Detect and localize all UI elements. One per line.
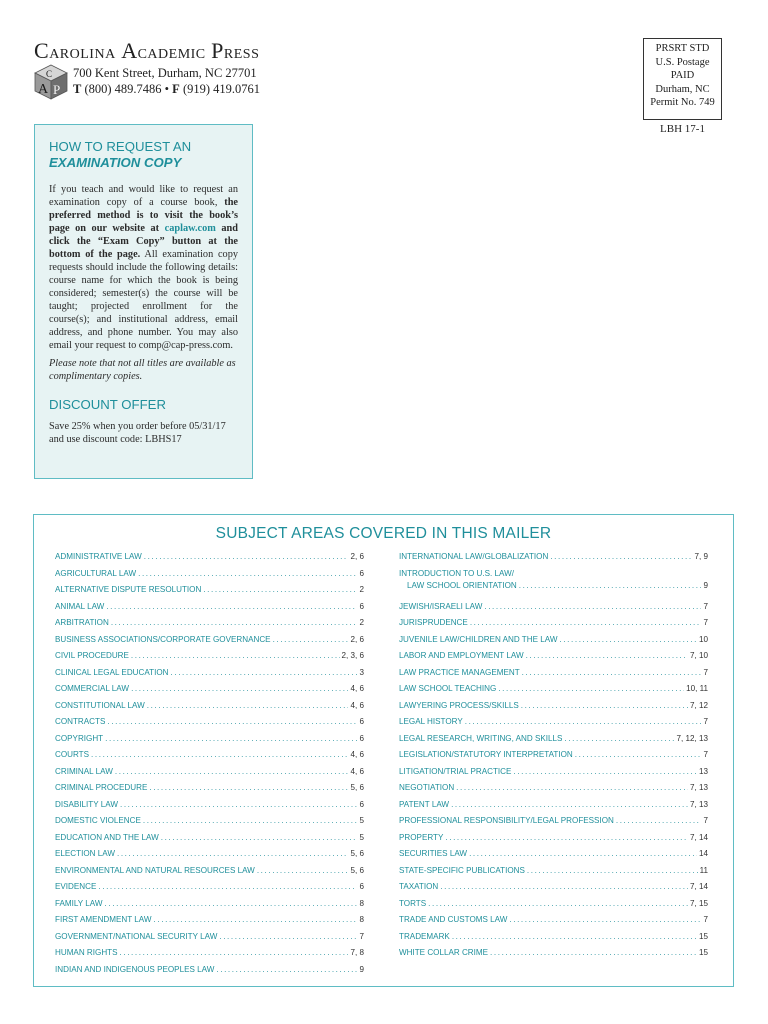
subject-row: TRADE AND CUSTOMS LAW ..... 7 — [399, 915, 708, 932]
cap-logo-icon — [34, 64, 68, 100]
subject-row: NEGOTIATION ..... 7, 13 — [399, 783, 708, 800]
publisher-phone-fax: T (800) 489.7486 • F (919) 419.0761 — [73, 81, 261, 96]
postage-indicia: PRSRT STD U.S. Postage PAID Durham, NC Permit No. 749 — [643, 38, 722, 120]
subject-row: ADMINISTRATIVE LAW ..... 2, 6 — [55, 552, 364, 569]
subject-row: WHITE COLLAR CRIME ..... 15 — [399, 948, 708, 965]
discount-body: Save 25% when you order before 05/31/17 and use discount code: LBHS17 — [49, 421, 226, 445]
subject-row: PATENT LAW ..... 7, 13 — [399, 800, 708, 817]
subject-row: DOMESTIC VIOLENCE ..... 5 — [55, 816, 364, 833]
subject-row: CONTRACTS ..... 6 — [55, 717, 364, 734]
exam-heading-line1: HOW TO REQUEST AN — [49, 139, 192, 154]
subject-row: LAW SCHOOL TEACHING ..... 10, 11 — [399, 684, 708, 701]
subject-row: ANIMAL LAW ..... 6 — [55, 602, 364, 619]
subject-row: JURISPRUDENCE ..... 7 — [399, 618, 708, 635]
subject-row: LABOR AND EMPLOYMENT LAW ..... 7, 10 — [399, 651, 708, 668]
subject-areas-box — [33, 514, 734, 987]
svg-text:C: C — [46, 69, 53, 79]
subject-row: FIRST AMENDMENT LAW ..... 8 — [55, 915, 364, 932]
caplaw-link[interactable]: caplaw.com — [164, 223, 216, 234]
subject-row: DISABILITY LAW ..... 6 — [55, 800, 364, 817]
subject-row: TAXATION ..... 7, 14 — [399, 882, 708, 899]
subject-row: JEWISH/ISRAELI LAW ..... 7 — [399, 602, 708, 619]
subject-row: GOVERNMENT/NATIONAL SECURITY LAW ..... 7 — [55, 932, 364, 949]
subject-row: ARBITRATION ..... 2 — [55, 618, 364, 635]
subject-row: HUMAN RIGHTS ..... 7, 8 — [55, 948, 364, 965]
exam-heading-line2: EXAMINATION COPY — [49, 155, 182, 170]
subject-row: ENVIRONMENTAL AND NATURAL RESOURCES LAW ..... 5, 6 — [55, 866, 364, 883]
subject-row: INTERNATIONAL LAW/GLOBALIZATION ..... 7, 9 — [399, 552, 708, 569]
subject-column-right — [399, 552, 708, 965]
mailer-code: LBH 17-1 — [660, 123, 705, 135]
subject-row: LAWYERING PROCESS/SKILLS ..... 7, 12 — [399, 701, 708, 718]
exam-instructions: If you teach and would like to request an examination copy of a course book, the preferred method is to visit the book’s page on our website at caplaw.com and click the “Exam Copy” button at the bottom of the page. All examination copy requests should include the following details: course name for which the book is being considered; semester(s) the course will be taught; projected enrollment for the course(s); and institutional address, email address, and phone number. You may also email your request to comp@cap-press.com. — [49, 184, 238, 351]
subject-row: TORTS ..... 7, 15 — [399, 899, 708, 916]
subject-row: ELECTION LAW ..... 5, 6 — [55, 849, 364, 866]
svg-text:P: P — [53, 82, 61, 97]
subject-row: COMMERCIAL LAW ..... 4, 6 — [55, 684, 364, 701]
subject-row: LITIGATION/TRIAL PRACTICE ..... 13 — [399, 767, 708, 784]
subject-row: LEGISLATION/STATUTORY INTERPRETATION ..... 7 — [399, 750, 708, 767]
exam-note: Please note that not all titles are available as complimentary copies. — [49, 358, 236, 382]
subject-row: LEGAL HISTORY ..... 7 — [399, 717, 708, 734]
subject-row: SECURITIES LAW ..... 14 — [399, 849, 708, 866]
subject-areas-title: SUBJECT AREAS COVERED IN THIS MAILER — [215, 525, 552, 542]
subject-row: LAW PRACTICE MANAGEMENT ..... 7 — [399, 668, 708, 685]
subject-row: INDIAN AND INDIGENOUS PEOPLES LAW ..... 9 — [55, 965, 364, 982]
subject-row: CRIMINAL PROCEDURE ..... 5, 6 — [55, 783, 364, 800]
publisher-address-block — [34, 64, 274, 104]
subject-row: CIVIL PROCEDURE ..... 2, 3, 6 — [55, 651, 364, 668]
subject-row: CONSTITUTIONAL LAW ..... 4, 6 — [55, 701, 364, 718]
svg-text:A: A — [38, 82, 49, 97]
subject-row: BUSINESS ASSOCIATIONS/CORPORATE GOVERNANCE ..... 2, 6 — [55, 635, 364, 652]
subject-row: FAMILY LAW ..... 8 — [55, 899, 364, 916]
publisher-name: Carolina Academic Press — [34, 38, 260, 63]
subject-row: ALTERNATIVE DISPUTE RESOLUTION ..... 2 — [55, 585, 364, 602]
subject-row: JUVENILE LAW/CHILDREN AND THE LAW ..... 10 — [399, 635, 708, 652]
subject-row: COPYRIGHT ..... 6 — [55, 734, 364, 751]
subject-row: EDUCATION AND THE LAW ..... 5 — [55, 833, 364, 850]
subject-row: LEGAL RESEARCH, WRITING, AND SKILLS ..... 7, 12, 13 — [399, 734, 708, 751]
subject-row: COURTS ..... 4, 6 — [55, 750, 364, 767]
subject-row: TRADEMARK ..... 15 — [399, 932, 708, 949]
subject-row: PROPERTY ..... 7, 14 — [399, 833, 708, 850]
subject-row: CRIMINAL LAW ..... 4, 6 — [55, 767, 364, 784]
exam-copy-box — [34, 124, 253, 479]
discount-heading: DISCOUNT OFFER — [49, 397, 166, 412]
subject-row: EVIDENCE ..... 6 — [55, 882, 364, 899]
subject-row: INTRODUCTION TO U.S. LAW/ LAW SCHOOL ORIENTATION ..... 9 — [399, 569, 708, 602]
subject-column-left — [55, 552, 364, 981]
subject-row: PROFESSIONAL RESPONSIBILITY/LEGAL PROFESSION ..... 7 — [399, 816, 708, 833]
subject-row: AGRICULTURAL LAW ..... 6 — [55, 569, 364, 586]
publisher-street: 700 Kent Street, Durham, NC 27701 — [73, 66, 257, 80]
subject-row: STATE-SPECIFIC PUBLICATIONS ..... 11 — [399, 866, 708, 883]
publisher-header — [34, 38, 274, 97]
subject-row: CLINICAL LEGAL EDUCATION ..... 3 — [55, 668, 364, 685]
